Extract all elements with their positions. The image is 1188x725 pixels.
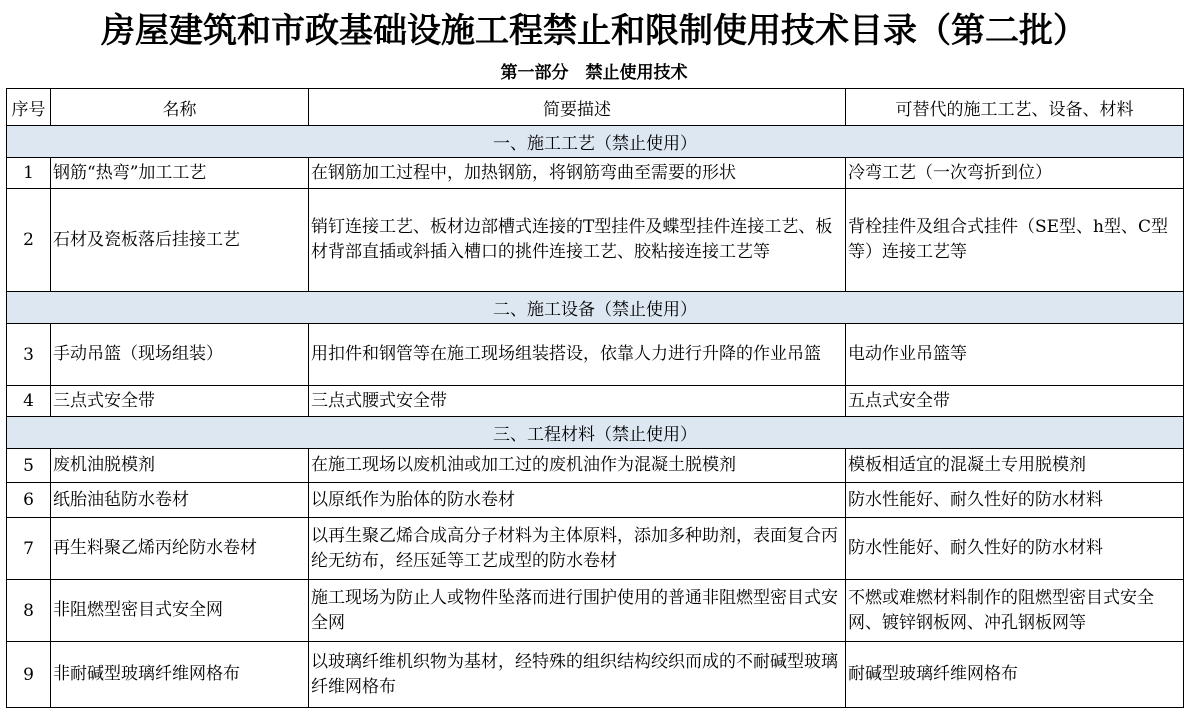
- row-desc: 以再生聚乙烯合成高分子材料为主体原料，添加多种助剂，表面复合丙纶无纺布，经压延等工艺成型的防水卷材: [309, 518, 846, 580]
- row-no: 7: [7, 518, 51, 580]
- table-row: [7, 518, 1184, 580]
- table-row: [7, 483, 1184, 518]
- row-alt: 耐碱型玻璃纤维网格布: [846, 642, 1184, 708]
- table-row: [7, 386, 1184, 417]
- row-alt: 电动作业吊篮等: [846, 324, 1184, 386]
- row-no: 8: [7, 580, 51, 642]
- row-desc: 在钢筋加工过程中，加热钢筋，将钢筋弯曲至需要的形状: [309, 158, 846, 189]
- row-name: 废机油脱模剂: [51, 449, 309, 483]
- row-name: 非阻燃型密目式安全网: [51, 580, 309, 642]
- table-row: [7, 158, 1184, 189]
- row-name: 三点式安全带: [51, 386, 309, 417]
- row-desc: 用扣件和钢管等在施工现场组装搭设，依靠人力进行升降的作业吊篮: [309, 324, 846, 386]
- table-header-row: [7, 89, 1184, 126]
- row-alt: 不燃或难燃材料制作的阻燃型密目式安全网、镀锌钢板网、冲孔钢板网等: [846, 580, 1184, 642]
- technology-table: [6, 88, 1184, 708]
- row-no: 2: [7, 189, 51, 292]
- row-desc: 以原纸作为胎体的防水卷材: [309, 483, 846, 518]
- row-desc: 施工现场为防止人或物件坠落而进行围护使用的普通非阻燃型密目式安全网: [309, 580, 846, 642]
- section-heading-row: [7, 417, 1184, 449]
- row-alt: 防水性能好、耐久性好的防水材料: [846, 518, 1184, 580]
- row-desc: 在施工现场以废机油或加工过的废机油作为混凝土脱模剂: [309, 449, 846, 483]
- row-no: 3: [7, 324, 51, 386]
- table-row: [7, 324, 1184, 386]
- row-name: 再生料聚乙烯丙纶防水卷材: [51, 518, 309, 580]
- row-no: 4: [7, 386, 51, 417]
- section-subtitle: 第一部分 禁止使用技术: [500, 63, 688, 83]
- row-no: 6: [7, 483, 51, 518]
- table-row: [7, 580, 1184, 642]
- header-alt: 可替代的施工工艺、设备、材料: [846, 89, 1184, 126]
- row-no: 9: [7, 642, 51, 708]
- section-heading: 二、施工设备（禁止使用）: [7, 292, 1184, 324]
- page-title: 房屋建筑和市政基础设施工程禁止和限制使用技术目录（第二批）: [101, 11, 1087, 51]
- row-name: 非耐碱型玻璃纤维网格布: [51, 642, 309, 708]
- row-desc: 以玻璃纤维机织物为基材，经特殊的组织结构绞织而成的不耐碱型玻璃纤维网格布: [309, 642, 846, 708]
- header-desc: 简要描述: [309, 89, 846, 126]
- table-row: [7, 642, 1184, 708]
- section-heading: 一、施工工艺（禁止使用）: [7, 126, 1184, 158]
- table-row: [7, 449, 1184, 483]
- row-desc: 三点式腰式安全带: [309, 386, 846, 417]
- row-alt: 防水性能好、耐久性好的防水材料: [846, 483, 1184, 518]
- row-name: 钢筋“热弯”加工工艺: [51, 158, 309, 189]
- row-alt: 模板相适宜的混凝土专用脱模剂: [846, 449, 1184, 483]
- section-heading-row: [7, 292, 1184, 324]
- header-no: 序号: [7, 89, 51, 126]
- row-name: 手动吊篮（现场组装）: [51, 324, 309, 386]
- row-name: 石材及瓷板落后挂接工艺: [51, 189, 309, 292]
- row-desc: 销钉连接工艺、板材边部槽式连接的T型挂件及蝶型挂件连接工艺、板材背部直插或斜插入槽口的挑件连接工艺、胶粘接连接工艺等: [309, 189, 846, 292]
- row-no: 5: [7, 449, 51, 483]
- header-name: 名称: [51, 89, 309, 126]
- row-name: 纸胎油毡防水卷材: [51, 483, 309, 518]
- table-row: [7, 189, 1184, 292]
- row-alt: 背栓挂件及组合式挂件（SE型、h型、C型等）连接工艺等: [846, 189, 1184, 292]
- section-heading-row: [7, 126, 1184, 158]
- row-alt: 冷弯工艺（一次弯折到位）: [846, 158, 1184, 189]
- row-alt: 五点式安全带: [846, 386, 1184, 417]
- section-heading: 三、工程材料（禁止使用）: [7, 417, 1184, 449]
- row-no: 1: [7, 158, 51, 189]
